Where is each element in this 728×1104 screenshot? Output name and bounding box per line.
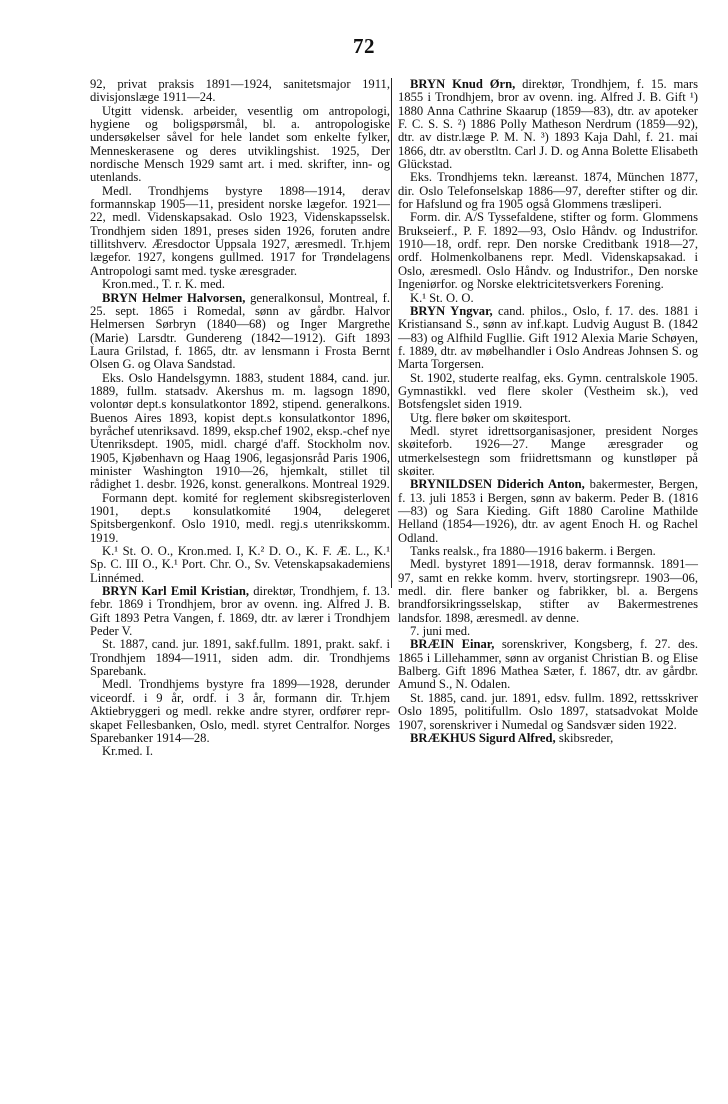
right-column xyxy=(398,78,698,745)
biography-paragraph xyxy=(398,412,698,425)
biography-paragraph xyxy=(398,692,698,732)
paragraph-text: 7. juni med. xyxy=(410,624,471,639)
biography-paragraph xyxy=(90,492,390,545)
biography-entry-heading-paragraph xyxy=(398,478,698,545)
paragraph-text: St. 1902, studerte realfag, eks. Gymn. centralskole 1905. Gymnastikkl. ved flere skoler (Vestheim sk.), ved Botsfengslet siden 1919. xyxy=(398,370,698,412)
entry-name: BRÆIN Einar, xyxy=(410,637,495,652)
biography-paragraph xyxy=(90,105,390,185)
paragraph-text: direktør, Trondhjem, f. 13. febr. 1869 i Trondhjem, bror av ovenn. ing. Alfred J. B. Gift 1893 Petra Vangen, f. 1869, dtr. av lærer i Trondhjem Peder V. xyxy=(90,584,391,639)
entry-name: BRYN Helmer Halvorsen, xyxy=(102,290,246,305)
biography-paragraph xyxy=(90,78,390,105)
column-divider xyxy=(391,78,392,588)
paragraph-text: Kron.med., T. r. K. med. xyxy=(102,277,226,292)
entry-name: BRYN Knud Ørn, xyxy=(410,77,516,91)
left-column xyxy=(90,78,390,759)
biography-paragraph xyxy=(398,425,698,478)
biography-paragraph xyxy=(90,278,390,291)
paragraph-text: generalkonsul, Montreal, f. 25. sept. 1865 i Romedal, sønn av gårdbr. Halvor Helmersen Sørbryn (1840—68) og Inger Margrethe (Marie) Larsdtr. Gundereng (1842—1912). Gift 1893 Laura Grilstad, f. 1865, dtr. av lensmann i Frosta Bernt Olsen G. og Olava Sandstad. xyxy=(90,290,390,372)
biography-paragraph xyxy=(398,625,698,638)
paragraph-text: Medl. styret idrettsorganisasjoner, president Norges skøiteforb. 1926—27. Mange æresgrader og utmerkelsestegn som friidrettsmann og kunstløper på skøiter. xyxy=(398,423,698,478)
paragraph-text: Medl. bystyret 1891—1918, derav formannsk. 1891—97, samt en rekke komm. hverv, stortingsrepr. 1903—06, medl. dir. flere banker og fabrikker, bl. a. Bergens brandforsikringsselskap, stifter av Bakermestrenes landsfor. 1898, æresmedl. av denne. xyxy=(398,557,698,625)
biography-paragraph xyxy=(398,292,698,305)
biography-entry-heading-paragraph xyxy=(398,638,698,691)
paragraph-text: St. 1885, cand. jur. 1891, edsv. fullm. 1892, rettsskriver Oslo 1895, politifullm. Oslo 1897, statsadvokat Molde 1907, sorenskriver i Numedal og Sandsvær siden 1922. xyxy=(398,690,698,732)
entry-name: BRYN Yngvar, xyxy=(410,303,493,318)
entry-name: BRÆKHUS Sigurd Alfred, xyxy=(410,730,556,745)
page-number: 72 xyxy=(353,34,375,58)
paragraph-text: Medl. Trondhjems bystyre fra 1899—1928, derunder viceordf. i 9 år, ordf. i 3 år, formann dir. Tr.hjem Aktiebryggeri og medl. rekke andre styrer, ordfører repr-skapet Fellesbanken, Oslo, medl. styret Centralfor. Norges Sparebanker 1914—28. xyxy=(90,677,390,745)
paragraph-text: K.¹ St. O. O., Kron.med. I, K.² D. O., K. F. Æ. L., K.¹ Sp. C. III O., K.¹ Port. Chr. O., Sv. Vetenskapsakademiens Linnémed. xyxy=(90,544,390,585)
biography-entry-heading-paragraph xyxy=(90,292,390,372)
paragraph-text: cand. philos., Oslo, f. 17. des. 1881 i Kristiansand S., sønn av inf.kapt. Ludvig August B. (1842—83) og Alfhild Fugllie. Gift 1912 Alexia Marie Schøyen, f. 1889, dtr. av møbelhandler i Oslo Andreas Johnsen S. og Marta Torgersen. xyxy=(398,303,699,372)
paragraph-text: 92, privat praksis 1891—1924, sanitetsmajor 1911, divisjonslæge 1911—24. xyxy=(90,77,390,105)
biography-entry-heading-paragraph xyxy=(398,78,698,171)
paragraph-text: skibsreder, xyxy=(555,730,614,745)
biography-paragraph xyxy=(90,638,390,678)
biography-entry-heading-paragraph xyxy=(398,305,698,372)
paragraph-text: Eks. Oslo Handelsgymn. 1883, student 1884, cand. jur. 1889, fullm. statsadv. Akershus m. m. lagsogn 1890, volontør dept.s konsulatkontor 1892, stipend. generalkons. Buenos Aires 1893, kopist dept.s konsulatkontor 1896, byråchef utenriksavd. 1899, eksp.chef 1902, eksp.-chef nye Utenriksdept. 1905, midl. chargé d'aff. Stockholm nov. 1905, Kjøbenhavn og Haag 1906, legasjonsråd Paris 1906, minister Washington 1910—26, hjemkalt, stillet til rådighet 1. desbr. 1926, konst. generalkons. Montreal 1929. xyxy=(90,370,390,492)
biography-paragraph xyxy=(398,372,698,412)
paragraph-text: sorenskriver, Kongsberg, f. 27. des. 1865 i Lillehammer, sønn av organist Christian B. og Elise Balberg. Gift 1896 Mathea Sæter, f. 1867, dtr. av gårdbr. Amund S., N. Odalen. xyxy=(398,637,698,692)
biography-entry-heading-paragraph xyxy=(90,585,390,638)
paragraph-text: direktør, Trondhjem, f. 15. mars 1855 i Trondhjem, bror av ovenn. ing. Alfred J. B. Gift ¹) 1880 Anna Cathrine Skaarup (1859—83), dtr. av apoteker F. C. S. S. ²) 1886 Polly Matheson Nerdrum (1859—92), dtr. av distr.læge P. M. N. ³) 1893 Kaja Dahl, f. 21. mai 1866, dtr. av oberstltn. Carl J. D. og Anna Bolette Elisabeth Glückstad. xyxy=(398,77,698,172)
biography-paragraph xyxy=(90,185,390,278)
biography-paragraph xyxy=(90,678,390,745)
entry-name: BRYN Karl Emil Kristian, xyxy=(102,584,249,599)
paragraph-text: Utgitt vidensk. arbeider, vesentlig om antropologi, hygiene og boligspørsmål, bl. a. antropologiske undersøkelser såvel for hele landet som enkelte fylker, Menneskerasene og deres utviklingshist. 1925, Der nordische Mensch 1929 samt art. i med. skrifter, inn- og utenlands. xyxy=(90,103,390,185)
paragraph-text: K.¹ St. O. O. xyxy=(410,290,474,305)
biography-paragraph xyxy=(398,211,698,291)
biography-entry-heading-paragraph xyxy=(398,732,698,745)
paragraph-text: bakermester, Bergen, f. 13. juli 1853 i Bergen, sønn av bakerm. Peder B. (1816—83) og Sara Kieding. Gift 1880 Caroline Mathilde Helland (1854—1926), dtr. av agent Enoch H. og Rachel Odland. xyxy=(398,477,698,545)
paragraph-text: Utg. flere bøker om skøitesport. xyxy=(410,410,571,425)
biography-paragraph xyxy=(398,171,698,211)
paragraph-text: Medl. Trondhjems bystyre 1898—1914, derav formannskap 1905—11, president norske lægefor. 1921—22, medl. Videnskapsakad. Oslo 1923, Videnskapsselsk. Trondhjem siden 1891, preses siden 1926, foruten andre tillitshverv. Æresdoctor Uppsala 1927, æresmedl. Tr.hjem lægefor. 1927, kongens gullmed. 1917 for Trøndelagens Antropologi samt med. tyske æresgrader. xyxy=(90,183,390,278)
biography-paragraph xyxy=(90,545,390,585)
paragraph-text: Eks. Trondhjems tekn. læreanst. 1874, München 1877, dir. Oslo Telefonselskap 1886—97, derefter stifter og dir. for Hafslund og fra 1905 også Glommens træsliperi. xyxy=(398,170,698,212)
biography-paragraph xyxy=(398,558,698,625)
entry-name: BRYNILDSEN Diderich Anton, xyxy=(410,477,585,492)
paragraph-text: Formann dept. komité for reglement skibsregisterloven 1901, dept.s konsulatkomité 1904, delegeret Spitsbergenkonf. Oslo 1910, medl. regj.s utenrikskomm. 1919. xyxy=(90,490,390,545)
biography-paragraph xyxy=(398,545,698,558)
paragraph-text: Tanks realsk., fra 1880—1916 bakerm. i Bergen. xyxy=(410,544,656,559)
paragraph-text: St. 1887, cand. jur. 1891, sakf.fullm. 1891, prakt. sakf. i Trondhjem 1894—1911, siden adm. dir. Trondhjems Sparebank. xyxy=(90,637,390,679)
paragraph-text: Kr.med. I. xyxy=(102,744,154,759)
paragraph-text: Form. dir. A/S Tyssefaldene, stifter og form. Glommens Brukseierf., P. F. 1892—93, Oslo Håndv. og Industrifor. 1910—18, ordf. repr. Den norske Creditbank 1918—27, ordf. Holmenkolbanens repr. Medl. Videnskapsakad. i Oslo, æresmedl. Oslo Håndv. og Industrifor., Den norske Ingeniørfor. og Norske elektricitetsverkers Forening. xyxy=(398,210,698,292)
biography-paragraph xyxy=(90,745,390,758)
biography-paragraph xyxy=(90,372,390,492)
